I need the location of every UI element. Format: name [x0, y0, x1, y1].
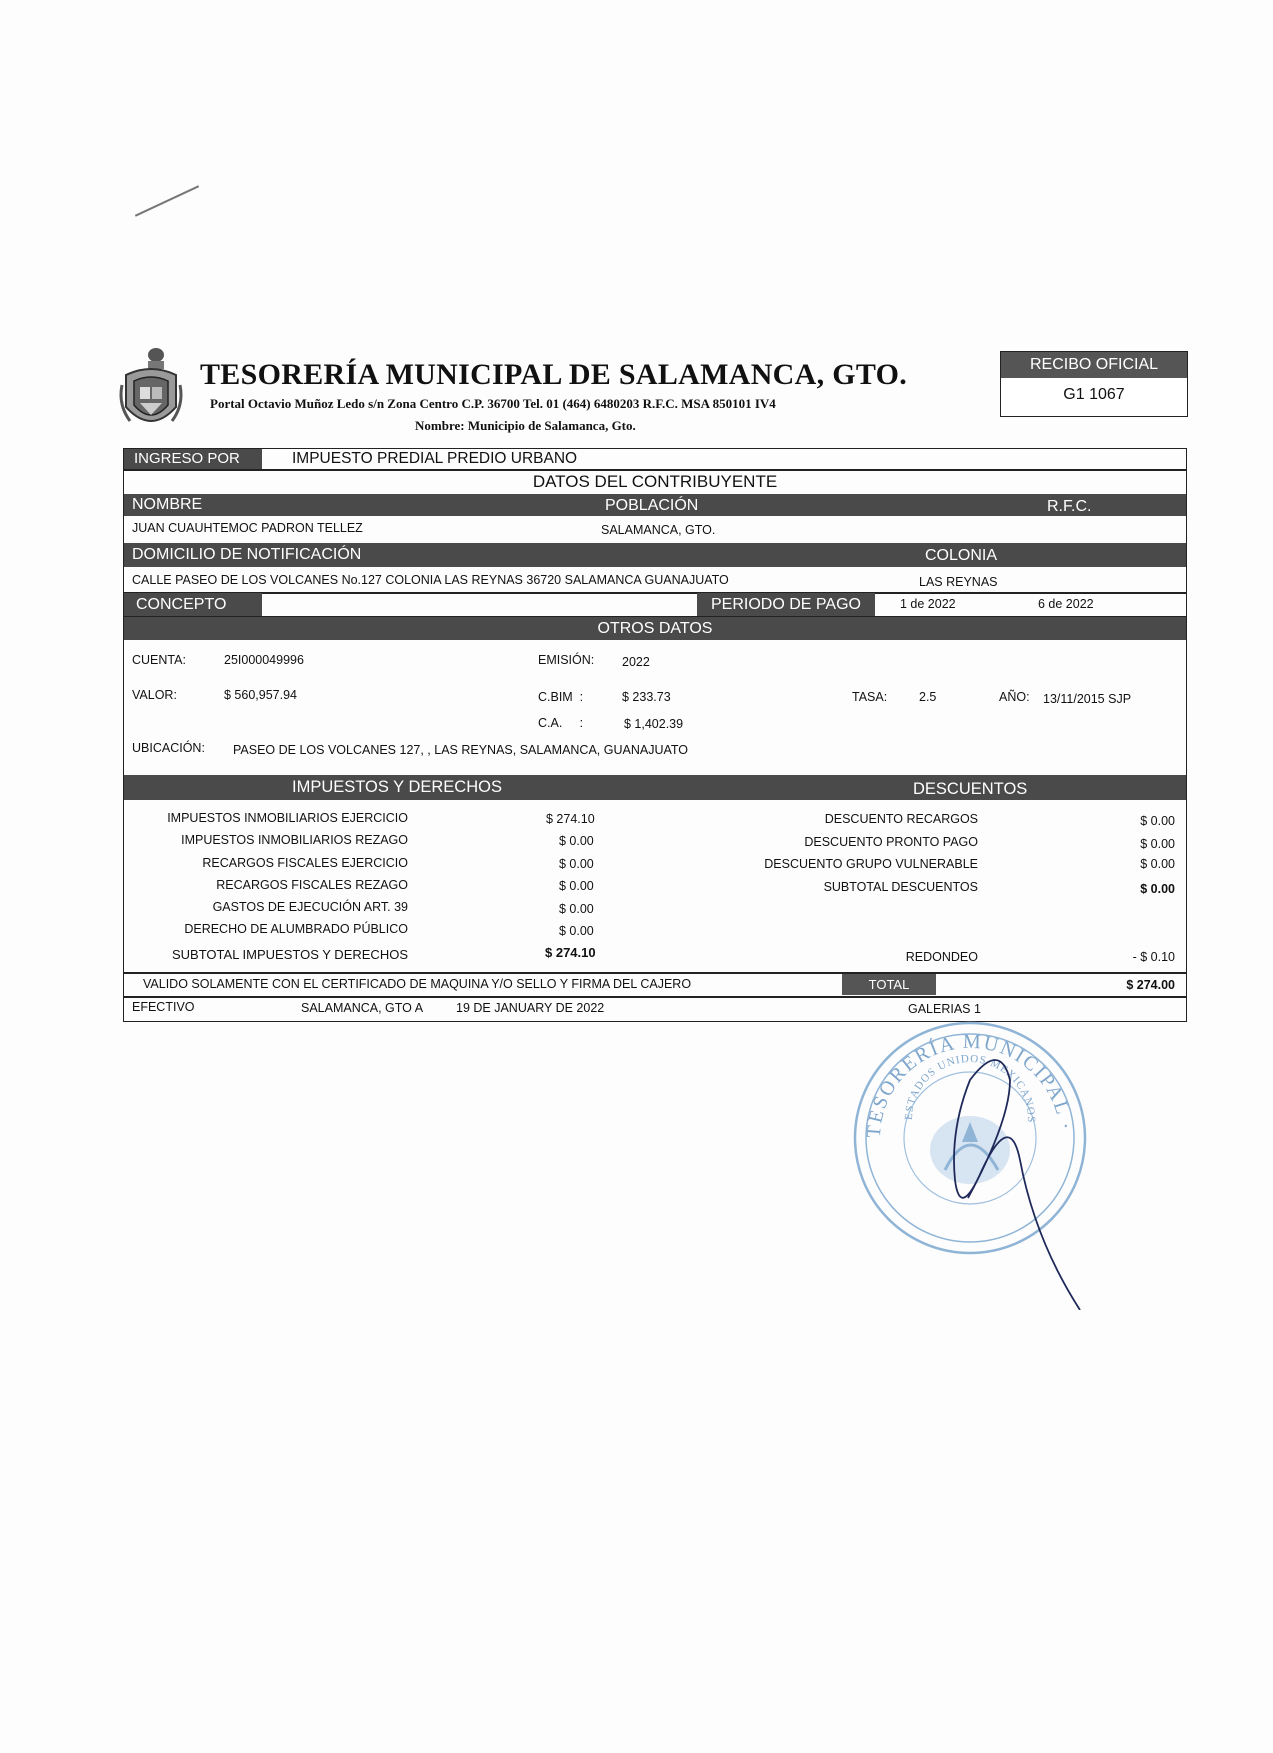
descuentos-subtotal-value: $ 0.00: [1140, 882, 1175, 896]
otros-datos-header-bar: [124, 617, 1186, 640]
concepto-label: CONCEPTO: [136, 596, 227, 613]
cbim-label: C.BIM :: [538, 690, 584, 704]
descuento-row-label: DESCUENTO GRUPO VULNERABLE: [764, 857, 978, 871]
descuento-row-value: $ 0.00: [1140, 814, 1175, 828]
periodo-desde: 1 de 2022: [900, 597, 956, 611]
ubicacion-label: UBICACIÓN:: [132, 741, 205, 755]
anio-value: 13/11/2015 SJP: [1043, 692, 1132, 706]
stamp-inner-text: ESTADOS UNIDOS MEXICANOS: [902, 1052, 1038, 1124]
domicilio-label: DOMICILIO DE NOTIFICACIÓN: [132, 546, 362, 563]
emision-value: 2022: [622, 655, 650, 669]
stamp-outer-text: TESORERÍA MUNICIPAL ·: [862, 1030, 1077, 1139]
municipality-name: Nombre: Municipio de Salamanca, Gto.: [415, 418, 636, 433]
valor-value: $ 560,957.94: [224, 688, 297, 702]
contribuyente-poblacion: SALAMANCA, GTO.: [601, 523, 716, 537]
emision-label: EMISIÓN:: [538, 653, 595, 667]
forma-pago: EFECTIVO: [132, 1000, 195, 1014]
receipt-folio: G1 1067: [1063, 386, 1125, 403]
tasa-label: TASA:: [852, 690, 888, 704]
ingreso-value: IMPUESTO PREDIAL PREDIO URBANO: [292, 450, 578, 467]
treasury-stamp: [850, 1020, 1090, 1310]
impuesto-row-label: IMPUESTOS INMOBILIARIOS REZAGO: [181, 833, 408, 847]
impuesto-row-label: DERECHO DE ALUMBRADO PÚBLICO: [184, 922, 408, 936]
total-label-cell: [842, 974, 936, 995]
otros-datos-title: OTROS DATOS: [597, 620, 713, 637]
impuesto-row-value: $ 0.00: [559, 879, 594, 893]
impuesto-row-label: RECARGOS FISCALES EJERCICIO: [202, 856, 408, 870]
periodo-label-cell: [697, 593, 875, 616]
ca-value: $ 1,402.39: [624, 717, 684, 731]
descuento-row-label: DESCUENTO PRONTO PAGO: [804, 835, 978, 849]
valor-label: VALOR:: [132, 688, 177, 702]
redondeo-label: REDONDEO: [905, 950, 978, 964]
cbim-value: $ 233.73: [622, 690, 671, 704]
total-label: TOTAL: [868, 977, 910, 992]
cuenta-value: 25I000049996: [224, 653, 304, 667]
impuesto-row-value: $ 274.10: [546, 812, 595, 826]
impuesto-row-value: $ 0.00: [559, 902, 594, 916]
contribuyente-section-title: DATOS DEL CONTRIBUYENTE: [532, 472, 778, 491]
impuesto-row-value: $ 0.00: [559, 857, 594, 871]
scan-mark: [135, 185, 199, 216]
impuesto-row-value: $ 0.00: [559, 834, 594, 848]
cuenta-label: CUENTA:: [132, 653, 186, 667]
descuento-row-label: DESCUENTO RECARGOS: [824, 812, 978, 826]
divider: [124, 972, 1186, 974]
ca-label: C.A. :: [538, 716, 584, 730]
lugar-pago: SALAMANCA, GTO A: [301, 1001, 424, 1015]
treasury-address: Portal Octavio Muñoz Ledo s/n Zona Centro C.P. 36700 Tel. 01 (464) 6480203 R.F.C. MSA 850101 IV4: [210, 396, 776, 411]
rfc-label: R.F.C.: [1047, 498, 1092, 515]
impuesto-row-value: $ 0.00: [559, 924, 594, 938]
municipal-coat-of-arms-logo: [118, 345, 184, 437]
impuestos-title: IMPUESTOS Y DERECHOS: [292, 778, 502, 796]
impuesto-row-label: GASTOS DE EJECUCIÓN ART. 39: [212, 900, 408, 914]
contribuyente-colonia: LAS REYNAS: [919, 575, 998, 589]
caja-pago: GALERIAS 1: [908, 1002, 981, 1016]
divider: [124, 996, 1186, 998]
domicilio-header-bar: [124, 543, 1186, 567]
divider: [124, 592, 1186, 594]
official-receipt-label: [1001, 352, 1187, 378]
ingreso-label: INGRESO POR: [134, 450, 240, 467]
impuestos-subtotal-value: $ 274.10: [545, 945, 596, 960]
validez-note: VALIDO SOLAMENTE CON EL CERTIFICADO DE MAQUINA Y/O SELLO Y FIRMA DEL CAJERO: [143, 977, 692, 991]
anio-label: AÑO:: [999, 690, 1030, 704]
colonia-label: COLONIA: [925, 547, 998, 564]
nombre-label: NOMBRE: [132, 496, 203, 513]
fecha-pago: 19 DE JANUARY DE 2022: [456, 1001, 605, 1015]
periodo-hasta: 6 de 2022: [1038, 597, 1094, 611]
tasa-value: 2.5: [919, 690, 937, 704]
descuentos-title: DESCUENTOS: [913, 780, 1028, 798]
poblacion-label: POBLACIÓN: [605, 497, 699, 514]
ubicacion-value: PASEO DE LOS VOLCANES 127, , LAS REYNAS, SALAMANCA, GUANAJUATO: [233, 743, 689, 757]
contribuyente-nombre: JUAN CUAUHTEMOC PADRON TELLEZ: [132, 521, 363, 535]
descuentos-subtotal-label: SUBTOTAL DESCUENTOS: [823, 880, 978, 894]
impuestos-descuentos-header-bar: [124, 775, 1186, 800]
treasury-title: TESORERÍA MUNICIPAL DE SALAMANCA, GTO.: [200, 358, 908, 391]
impuestos-subtotal-label: SUBTOTAL IMPUESTOS Y DERECHOS: [172, 947, 408, 962]
nombre-header-bar: [124, 494, 1186, 516]
descuento-row-value: $ 0.00: [1140, 857, 1175, 871]
ingreso-label-cell: [124, 449, 262, 469]
total-value: $ 274.00: [1126, 978, 1175, 992]
descuento-row-value: $ 0.00: [1140, 837, 1175, 851]
periodo-label: PERIODO DE PAGO: [711, 596, 861, 613]
redondeo-value: - $ 0.10: [1132, 950, 1175, 964]
official-receipt-label-text: RECIBO OFICIAL: [1029, 356, 1159, 373]
impuesto-row-label: RECARGOS FISCALES REZAGO: [216, 878, 408, 892]
concepto-label-cell: [124, 593, 262, 616]
contribuyente-domicilio: CALLE PASEO DE LOS VOLCANES No.127 COLONIA LAS REYNAS 36720 SALAMANCA GUANAJUATO: [132, 573, 729, 587]
impuesto-row-label: IMPUESTOS INMOBILIARIOS EJERCICIO: [167, 811, 408, 825]
